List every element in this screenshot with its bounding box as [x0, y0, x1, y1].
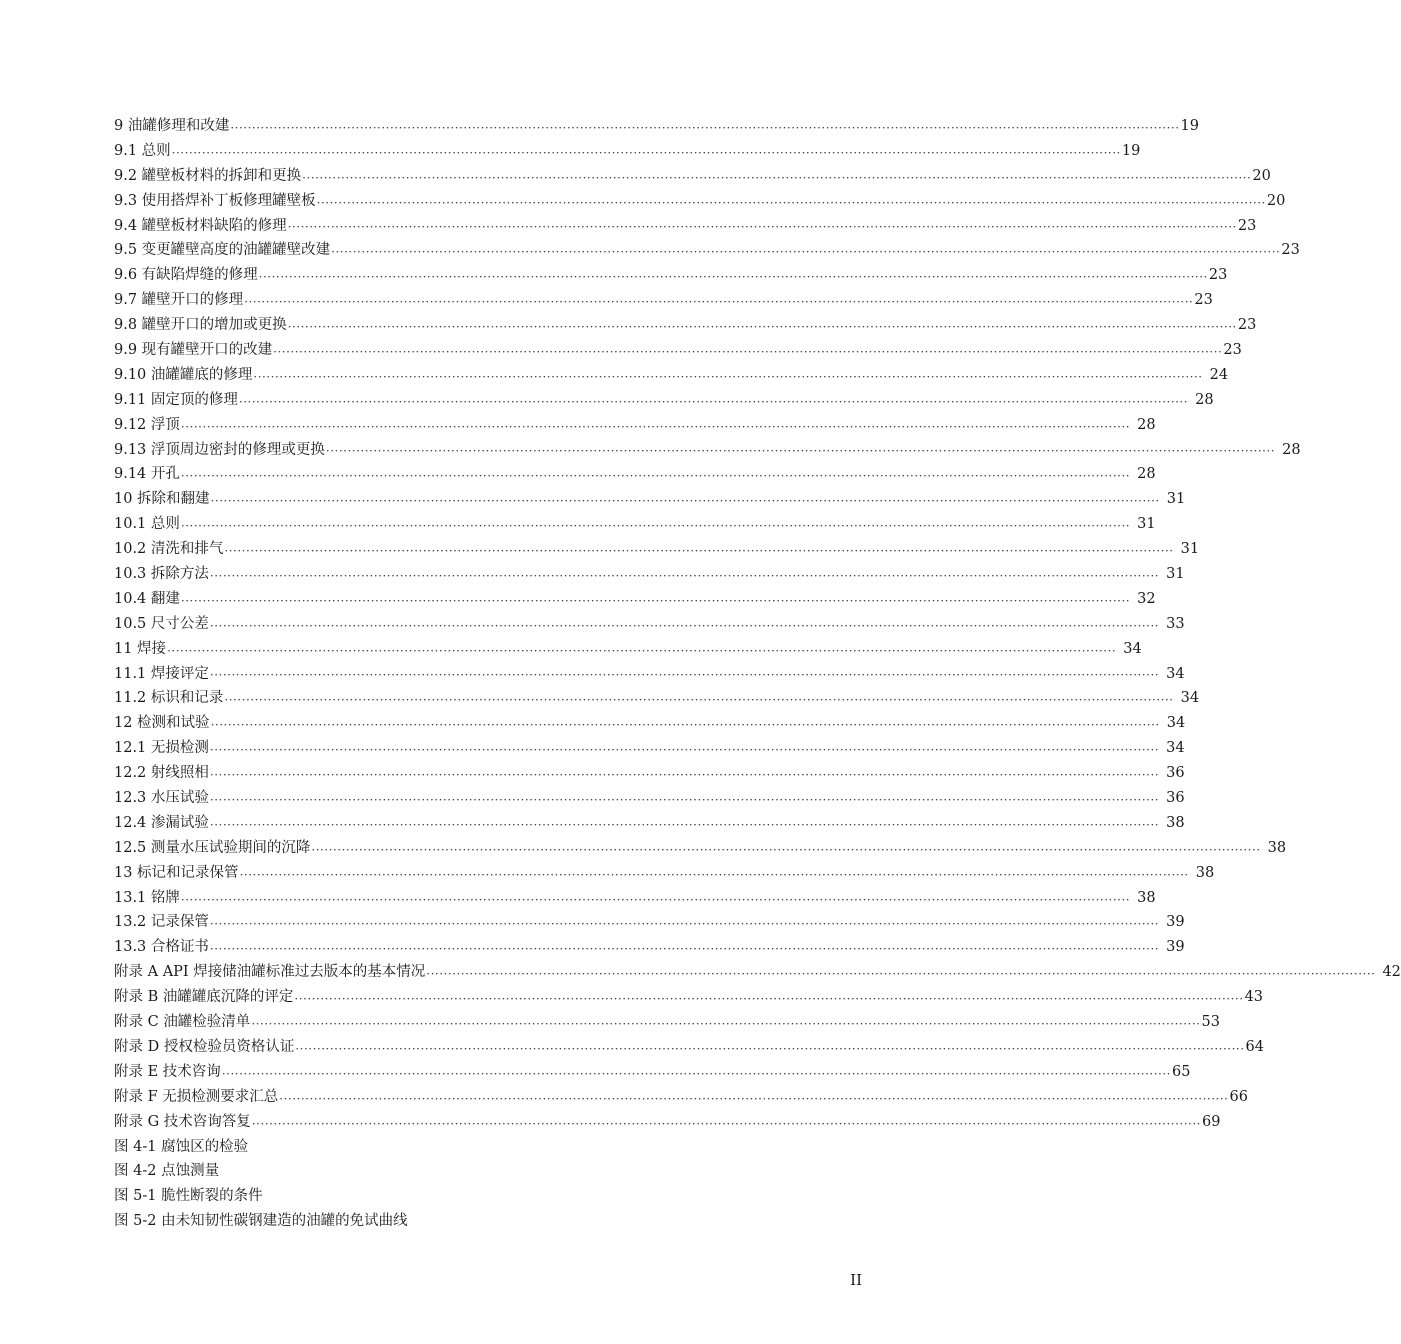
toc-entry-page: 64: [1245, 1038, 1264, 1055]
toc-entry-page: 23: [1237, 217, 1257, 234]
toc-entry: [114, 935, 1185, 960]
toc-entry-label: 9.14 开孔: [114, 466, 180, 483]
dot-leader: ····························································································································································································································: [316, 195, 1266, 210]
toc-entry-page: 42: [1382, 964, 1401, 981]
toc-entry-label: 9.9 现有罐壁开口的改建: [114, 342, 273, 358]
toc-entry-label: 13.2 记录保管: [114, 914, 209, 931]
toc-entry-label: 10.1 总则: [114, 516, 180, 533]
toc-entry-label: 12.1 无损检测: [114, 740, 209, 757]
toc-entry-label: 9.12 浮顶: [114, 416, 180, 433]
toc-entry: [114, 214, 1257, 239]
toc-entry: [114, 736, 1185, 761]
toc-entry: [114, 189, 1286, 214]
toc-entry: [114, 911, 1185, 936]
toc-entry: [114, 487, 1186, 512]
dot-leader: ····························································································································································································································: [279, 1091, 1229, 1106]
toc-entry-label: 9.11 固定顶的修理: [114, 391, 238, 408]
page-number: II: [850, 1271, 862, 1289]
dot-leader: ····························································································································································································································: [209, 768, 1160, 783]
toc-entry-page: 28: [1282, 441, 1301, 458]
toc-entry-label: 附录 F 无损检测要求汇总: [114, 1088, 279, 1105]
toc-entry: [114, 811, 1185, 836]
toc-entry: [114, 164, 1271, 189]
toc-entry: [114, 662, 1185, 687]
dot-leader: ····························································································································································································································: [224, 544, 1174, 559]
toc-entry: [114, 313, 1257, 338]
toc-entry-page: 24: [1209, 366, 1229, 383]
dot-leader: ····························································································································································································································: [209, 917, 1160, 932]
toc-entry: [114, 1159, 849, 1184]
toc-entry: [114, 139, 1141, 164]
toc-entry-label: 附录 B 油罐罐底沉降的评定: [114, 989, 294, 1006]
toc-entry-page: 34: [1166, 715, 1186, 732]
toc-entry: [114, 238, 1300, 263]
toc-entry-page: 23: [1194, 292, 1213, 309]
toc-entry-page: 31: [1166, 491, 1186, 508]
toc-entry-label: 9.8 罐壁开口的增加或更换: [114, 317, 287, 334]
toc-entry-label: 9.5 变更罐壁高度的油罐罐壁改建: [114, 242, 331, 259]
toc-entry-page: 39: [1166, 939, 1185, 956]
dot-leader: ····························································································································································································································: [238, 394, 1189, 409]
toc-entry-page: 23: [1223, 342, 1242, 358]
toc-entry: [114, 114, 1199, 139]
toc-entry-page: 34: [1123, 640, 1142, 657]
toc-entry: [114, 587, 1156, 612]
dot-leader: ····························································································································································································································: [224, 693, 1174, 708]
dot-leader: ····························································································································································································································: [210, 494, 1160, 509]
toc-entry-label: 10 拆除和翻建: [114, 491, 210, 508]
toc-entry-page: 38: [1195, 864, 1215, 881]
dot-leader: ····························································································································································································································: [287, 320, 1237, 335]
toc-entry-page: 31: [1166, 566, 1185, 583]
dot-leader: ····························································································································································································································: [167, 643, 1117, 658]
toc-entry: [114, 1184, 849, 1209]
dot-leader: ····························································································································································································································: [239, 867, 1189, 882]
dot-leader: ····························································································································································································································: [209, 743, 1160, 758]
dot-leader: ····························································································································································································································: [295, 1041, 1245, 1056]
toc-entry-label: 9.13 浮顶周边密封的修理或更换: [114, 441, 325, 458]
toc-entry-page: 31: [1180, 541, 1200, 558]
toc-entry: [114, 1209, 849, 1234]
toc-entry-label: 12.3 水压试验: [114, 790, 209, 807]
toc-entry-label: 13.1 铭牌: [114, 889, 180, 906]
toc-entry-label: 9.4 罐壁板材料缺陷的修理: [114, 217, 287, 234]
dot-leader: ····························································································································································································································: [180, 519, 1131, 534]
toc-entry-label: 10.3 拆除方法: [114, 566, 209, 583]
dot-leader: ····························································································································································································································: [251, 1016, 1201, 1031]
toc-entry-label: 12 检测和试验: [114, 715, 210, 732]
toc-entry-page: 28: [1195, 391, 1214, 408]
dot-leader: ····························································································································································································································: [230, 120, 1180, 135]
toc-entry-page: 65: [1172, 1063, 1191, 1080]
toc-entry-page: 39: [1166, 914, 1185, 931]
toc-entry-page: 38: [1267, 839, 1287, 856]
toc-entry-label: 11 焊接: [114, 640, 167, 657]
toc-entry: [114, 861, 1215, 886]
toc-entry: [114, 413, 1156, 438]
toc-entry: [114, 1110, 1221, 1135]
toc-entry: [114, 1085, 1248, 1110]
toc-entry: [114, 786, 1185, 811]
dot-leader: ····························································································································································································································: [331, 245, 1281, 260]
toc-entry-label: 9.1 总则: [114, 142, 171, 159]
toc-entry-label: 9.7 罐壁开口的修理: [114, 292, 244, 309]
toc-entry-label: 图 4-2 点蚀测量: [114, 1163, 220, 1180]
toc-entry-page: 34: [1166, 665, 1185, 682]
dot-leader: ····························································································································································································································: [311, 842, 1261, 857]
toc-entry-label: 附录 G 技术咨询答复: [114, 1113, 251, 1130]
toc-entry: [114, 1135, 849, 1160]
toc-entry: [114, 462, 1156, 487]
toc-entry-page: 66: [1229, 1088, 1248, 1105]
toc-entry-page: 20: [1266, 192, 1286, 209]
toc-entry-label: 13.3 合格证书: [114, 939, 209, 956]
toc-entry: [114, 711, 1186, 736]
toc-entry-page: 34: [1166, 740, 1185, 757]
dot-leader: ····························································································································································································································: [258, 270, 1208, 285]
dot-leader: ····························································································································································································································: [426, 967, 1376, 982]
toc-entry-page: 38: [1166, 814, 1185, 831]
dot-leader: ····························································································································································································································: [325, 444, 1276, 459]
dot-leader: ····························································································································································································································: [273, 344, 1223, 359]
dot-leader: ····························································································································································································································: [180, 419, 1131, 434]
dot-leader: ····························································································································································································································: [180, 892, 1131, 907]
toc-entry-label: 附录 E 技术咨询: [114, 1063, 221, 1080]
toc-entry: [114, 1010, 1220, 1035]
dot-leader: ····························································································································································································································: [287, 220, 1237, 235]
dot-leader: ····························································································································································································································: [294, 992, 1244, 1007]
toc-entry: [114, 612, 1185, 637]
toc-entry-page: 43: [1244, 989, 1264, 1006]
toc-entry-label: 12.5 测量水压试验期间的沉降: [114, 839, 311, 856]
dot-leader: ····························································································································································································································: [210, 718, 1160, 733]
toc-entry-label: 附录 A API 焊接储油罐标准过去版本的基本情况: [114, 964, 426, 981]
toc-entry-label: 10.5 尺寸公差: [114, 615, 209, 632]
toc-entry-page: 31: [1137, 516, 1156, 533]
toc-entry-label: 附录 C 油罐检验清单: [114, 1014, 251, 1031]
dot-leader: ····························································································································································································································: [244, 295, 1194, 310]
toc-entry-page: 69: [1202, 1113, 1221, 1130]
dot-leader: ····························································································································································································································: [209, 618, 1160, 633]
toc-entry-label: 10.2 清洗和排气: [114, 541, 224, 558]
dot-leader: ····························································································································································································································: [209, 568, 1160, 583]
toc-entry-label: 9 油罐修理和改建: [114, 117, 230, 134]
toc-entry: [114, 985, 1264, 1010]
dot-leader: ····························································································································································································································: [180, 593, 1131, 608]
toc-entry: [114, 761, 1185, 786]
toc-entry-label: 9.2 罐壁板材料的拆卸和更换: [114, 167, 302, 184]
dot-leader: ····························································································································································································································: [253, 369, 1203, 384]
toc-entry-page: 23: [1237, 317, 1257, 334]
toc-entry: [114, 263, 1228, 288]
toc-entry: [114, 686, 1200, 711]
toc-entry-page: 19: [1180, 117, 1199, 134]
dot-leader: ····························································································································································································································: [171, 145, 1121, 160]
toc-entry-label: 图 4-1 腐蚀区的检验: [114, 1138, 249, 1155]
dot-leader: ····························································································································································································································: [209, 817, 1160, 832]
toc-entry-label: 9.3 使用搭焊补丁板修理罐壁板: [114, 192, 316, 209]
toc-entry-page: 32: [1137, 590, 1156, 607]
toc-entry: [114, 363, 1229, 388]
toc-entry: [114, 512, 1156, 537]
dot-leader: ····························································································································································································································: [221, 1066, 1171, 1081]
toc-entry-page: 33: [1166, 615, 1185, 632]
dot-leader: ····························································································································································································································: [209, 942, 1160, 957]
toc-entry-label: 9.10 油罐罐底的修理: [114, 366, 253, 383]
toc-entry-label: 11.1 焊接评定: [114, 665, 209, 682]
toc-entry-page: 23: [1208, 267, 1228, 284]
toc-entry-page: 36: [1166, 790, 1185, 807]
dot-leader: ····························································································································································································································: [209, 668, 1160, 683]
dot-leader: ····························································································································································································································: [180, 469, 1131, 484]
toc-entry-label: 9.6 有缺陷焊缝的修理: [114, 267, 258, 284]
toc-entry-page: 34: [1180, 690, 1200, 707]
toc-entry-label: 11.2 标识和记录: [114, 690, 224, 707]
table-of-contents: [114, 114, 1401, 1234]
toc-entry: [114, 836, 1287, 861]
toc-entry-label: 10.4 翻建: [114, 590, 180, 607]
toc-entry-page: 28: [1137, 466, 1156, 483]
toc-entry-label: 12.4 渗漏试验: [114, 814, 209, 831]
toc-entry-page: 38: [1137, 889, 1156, 906]
toc-entry: [114, 438, 1301, 463]
toc-entry-page: 28: [1137, 416, 1156, 433]
toc-entry: [114, 960, 1401, 985]
toc-entry-label: 图 5-1 脆性断裂的条件: [114, 1188, 263, 1205]
toc-entry: [114, 1035, 1264, 1060]
toc-entry-page: 36: [1166, 765, 1185, 782]
toc-entry: [114, 562, 1185, 587]
toc-entry-page: 19: [1121, 142, 1141, 159]
toc-entry-label: 13 标记和记录保管: [114, 864, 239, 881]
toc-entry: [114, 1060, 1191, 1085]
toc-entry: [114, 886, 1156, 911]
toc-entry-page: 23: [1281, 242, 1300, 259]
toc-entry-label: 附录 D 授权检验员资格认证: [114, 1038, 295, 1055]
toc-entry: [114, 338, 1242, 363]
dot-leader: ····························································································································································································································: [302, 170, 1252, 185]
dot-leader: ····························································································································································································································: [251, 1116, 1201, 1131]
dot-leader: ····························································································································································································································: [209, 792, 1160, 807]
toc-entry-label: 12.2 射线照相: [114, 765, 209, 782]
toc-entry-label: 图 5-2 由未知韧性碳钢建造的油罐的免试曲线: [114, 1213, 408, 1230]
toc-entry: [114, 288, 1213, 313]
toc-entry: [114, 388, 1214, 413]
toc-entry-page: 20: [1252, 167, 1271, 184]
toc-entry: [114, 637, 1142, 662]
toc-entry-page: 53: [1201, 1014, 1220, 1031]
toc-entry: [114, 537, 1200, 562]
